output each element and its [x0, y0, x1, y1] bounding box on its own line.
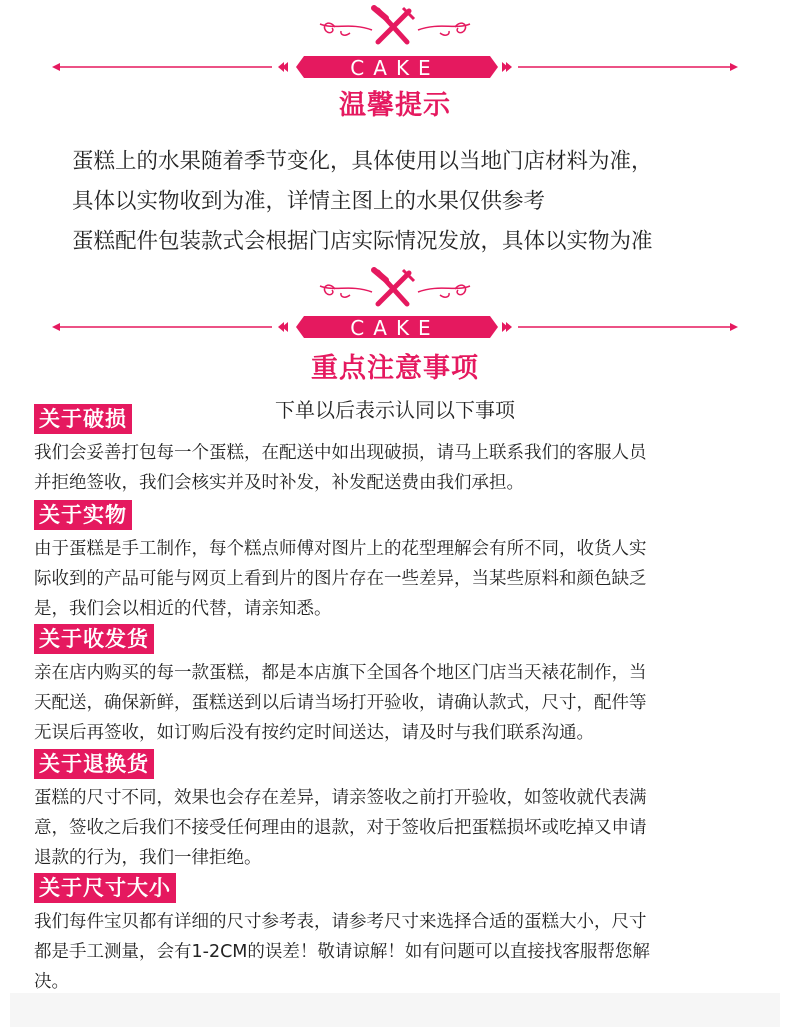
section-title-tips: 温馨提示 — [339, 90, 451, 121]
section-title-notes: 重点注意事项 — [311, 353, 479, 384]
item-heading-actual: 关于实物 — [34, 500, 132, 530]
item-body-size — [34, 907, 754, 997]
item-line: 是，我们会以相近的代替，请亲知悉。 — [34, 599, 332, 619]
item-heading-damage: 关于破损 — [34, 404, 132, 434]
cake-label: CAKE — [350, 316, 440, 340]
item-line: 我们每件宝贝都有详细的尺寸参考表，请参考尺寸来选择合适的蛋糕大小，尺寸 — [34, 912, 647, 932]
item-line: 退款的行为，我们一律拒绝。 — [34, 848, 262, 868]
cake-banner-1 — [0, 0, 790, 121]
item-line: 无误后再签收，如订购后没有按约定时间送达，请及时与我们联系沟通。 — [34, 723, 594, 743]
item-body-returns — [34, 783, 754, 873]
item-line: 都是手工测量，会有1-2CM的误差！敬请谅解！如有问题可以直接找客服帮您解 — [34, 942, 650, 962]
item-line: 际收到的产品可能与网页上看到片的图片存在一些差异，当某些原料和颜色缺乏 — [34, 569, 647, 589]
cake-label: CAKE — [350, 56, 440, 80]
item-line: 亲在店内购买的每一款蛋糕，都是本店旗下全国各个地区门店当天裱花制作，当 — [34, 663, 647, 683]
item-body-actual — [34, 534, 754, 624]
item-body-damage — [34, 438, 754, 498]
notice-line: 蛋糕上的水果随着季节变化，具体使用以当地门店材料为准， — [72, 149, 653, 174]
notice-line: 蛋糕配件包装款式会根据门店实际情况发放，具体以实物为准 — [72, 229, 653, 254]
item-line: 我们会妥善打包每一个蛋糕，在配送中如出现破损，请马上联系我们的客服人员 — [34, 443, 647, 463]
item-body-shipping — [34, 658, 754, 748]
item-line: 决。 — [34, 972, 69, 992]
cake-banner-2 — [0, 262, 790, 384]
item-line: 天配送，确保新鲜，蛋糕送到以后请当场打开验收，请确认款式，尺寸，配件等 — [34, 693, 647, 713]
subtitle: 下单以后表示认同以下事项 — [275, 398, 515, 422]
item-line: 意，签收之后我们不接受任何理由的退款，对于签收后把蛋糕损坏或吃掉又申请 — [34, 818, 647, 838]
item-line: 由于蛋糕是手工制作，每个糕点师傅对图片上的花型理解会有所不同，收货人实 — [34, 539, 647, 559]
fork-knife-icon — [374, 8, 414, 42]
bottom-strip — [10, 993, 780, 1027]
item-heading-shipping: 关于收发货 — [34, 624, 154, 654]
item-line: 并拒绝签收，我们会核实并及时补发，补发配送费由我们承担。 — [34, 473, 524, 493]
fork-knife-icon — [374, 270, 414, 304]
notice-text — [72, 142, 772, 262]
item-line: 蛋糕的尺寸不同，效果也会存在差异，请亲签收之前打开验收，如签收就代表满 — [34, 788, 647, 808]
notice-line: 具体以实物收到为准，详情主图上的水果仅供参考 — [72, 189, 546, 214]
item-heading-size: 关于尺寸大小 — [34, 873, 176, 903]
item-heading-returns: 关于退换货 — [34, 749, 154, 779]
